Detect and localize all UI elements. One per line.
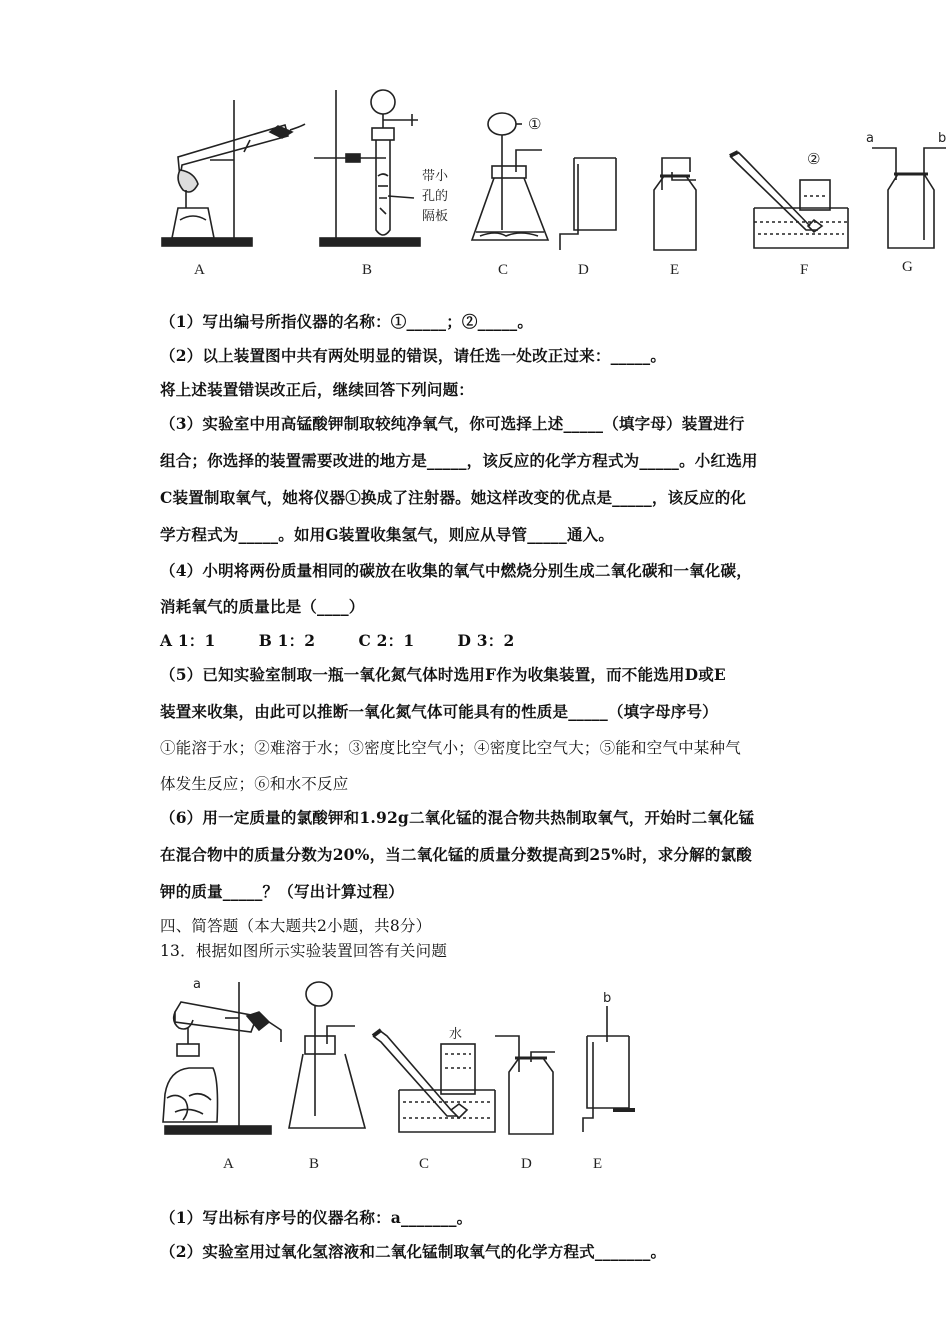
q12-part-3-line-1: （3）实验室中用高锰酸钾制取较纯净氧气，你可选择上述_____（填字母）装置进行 [160,414,745,433]
f-marker-2: ② [807,150,821,168]
q13-part-1: （1）写出标有序号的仪器名称：a_______。 [160,1208,473,1227]
apparatus-figure-2 [155,972,675,1177]
label-f: F [800,262,809,278]
apparatus-d [560,158,616,250]
q12-part-5-line-1: （5）已知实验室制取一瓶一氧化氮气体时选用F作为收集装置，而不能选用D或E [160,665,726,684]
apparatus-2-b [289,982,365,1128]
apparatus-2-a [163,982,281,1134]
b-partition-note-1: 带小 [422,169,449,184]
q12-part-5-line-4: 体发生反应；⑥和水不反应 [160,775,349,793]
apparatus-b [314,90,420,246]
q13-stem: 13．根据如图所示实验装置回答有关问题 [160,942,448,960]
q12-part-6-line-2: 在混合物中的质量分数为20%，当二氧化锰的质量分数提高到25%时，求分解的氯酸 [160,845,752,864]
g-port-b: b [938,131,947,146]
label-g: G [902,259,913,275]
q12-part-5-line-3: ①能溶于水；②难溶于水；③密度比空气小；④密度比空气大；⑤能和空气中某种气 [160,739,741,757]
q12-part-2: （2）以上装置图中共有两处明显的错误，请任选一处改正过来：_____。 [160,346,667,365]
apparatus-2-d [495,1036,555,1134]
option-b: B 1：2 [258,631,316,650]
apparatus-a [162,100,305,246]
q12-part-6-line-3: 钾的质量_____？（写出计算过程） [160,882,404,901]
b-partition-note-2: 孔的 [422,189,449,204]
apparatus-g [872,148,946,248]
c-marker-1: ① [528,115,542,133]
q12-part-1: （1）写出编号所指仪器的名称：①_____；②_____。 [160,312,534,331]
q12-part-4-options [160,631,514,651]
label-c: C [498,262,509,278]
g-port-a: a [866,131,874,146]
fig2-label-a-instrument: a [193,977,201,992]
q12-intro: 将上述装置错误改正后，继续回答下列问题： [160,380,475,399]
option-d: D 3：2 [457,631,515,650]
label-d: D [578,262,589,278]
q12-part-4-line-2: 消耗氧气的质量比是（____） [160,597,365,616]
apparatus-2-e [583,1006,635,1132]
option-c: C 2：1 [358,631,415,650]
q12-part-3-line-4: 学方程式为_____。如用G装置收集氢气，则应从导管_____通入。 [160,525,615,544]
q12-part-6-line-1: （6）用一定质量的氯酸钾和1.92g二氧化锰的混合物共热制取氧气，开始时二氧化锰 [160,808,755,827]
apparatus-e [654,158,696,250]
fig2-label-d: D [521,1156,532,1172]
q12-part-3-line-2: 组合；你选择的装置需要改进的地方是_____，该反应的化学方程式为_____。小红选用 [160,451,758,470]
label-a: A [194,262,205,278]
q13-part-2: （2）实验室用过氧化氢溶液和二氧化锰制取氧气的化学方程式_______。 [160,1242,667,1261]
q12-part-3-line-3: C装置制取氧气，她将仪器①换成了注射器。她这样改变的优点是_____，该反应的化 [160,488,747,507]
apparatus-f [730,152,848,248]
fig2-label-e: E [593,1156,603,1172]
section-4-heading: 四、简答题（本大题共2小题，共8分） [160,917,432,935]
apparatus-figure-1 [150,80,950,290]
b-partition-note-3: 隔板 [422,209,449,224]
fig2-label-c: C [419,1156,430,1172]
label-e: E [670,262,680,278]
q12-part-4-line-1: （4）小明将两份质量相同的碳放在收集的氧气中燃烧分别生成二氧化碳和一氧化碳， [160,561,752,580]
label-b: B [362,262,373,278]
fig2-label-b-port: b [603,991,612,1006]
fig2-water-label: 水 [449,1027,463,1042]
option-a: A 1：1 [160,631,216,650]
fig2-label-a: A [223,1156,234,1172]
apparatus-2-c [373,1030,495,1132]
fig2-label-b: B [309,1156,320,1172]
q12-part-5-line-2: 装置来收集，由此可以推断一氧化氮气体可能具有的性质是_____（填字母序号） [160,702,718,721]
